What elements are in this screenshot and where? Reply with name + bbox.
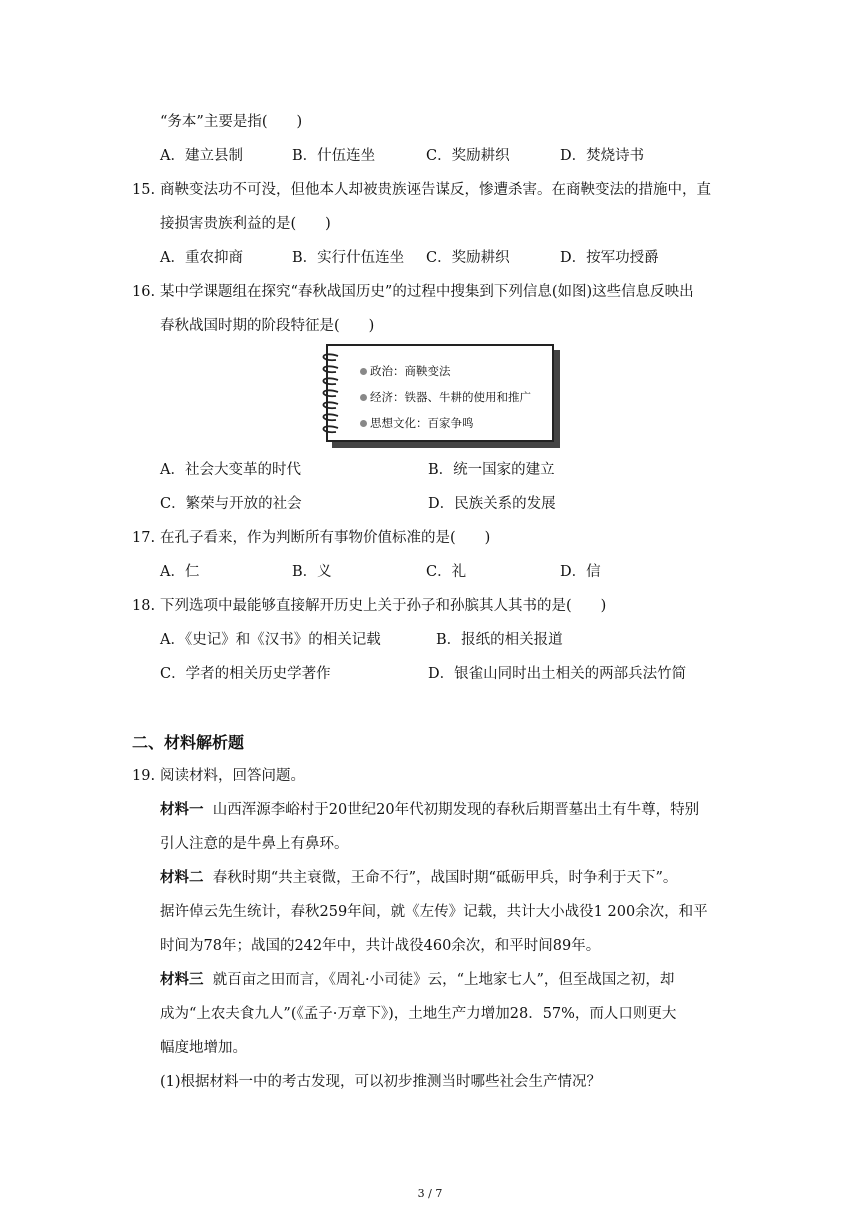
bullet-dot-icon xyxy=(360,394,367,401)
q17-number: 17. xyxy=(132,530,156,546)
section-title-material-analysis: 二、材料解析题 xyxy=(132,733,245,752)
q19-number: 19. xyxy=(132,768,156,784)
q16-option-b: B．统一国家的建立 xyxy=(428,462,555,478)
notebook-item-economy xyxy=(360,390,531,404)
q18-stem: 下列选项中最能够直接解开历史上关于孙子和孙膑其人其书的是( ) xyxy=(160,598,607,614)
q14-stem-cont: “务本”主要是指( ) xyxy=(160,114,303,130)
material-1-line1 xyxy=(160,800,699,820)
q15-number: 15. xyxy=(132,182,156,198)
q17-option-a: A．仁 xyxy=(160,564,200,580)
q17-option-b: B．义 xyxy=(292,564,332,580)
notebook-item-politics-text: 政治：商鞅变法 xyxy=(370,364,451,378)
q18-option-b: B．报纸的相关报道 xyxy=(436,632,563,648)
q15-option-c: C．奖励耕织 xyxy=(426,250,510,266)
material-3-line2: 成为“上农夫食九人”(《孟子·万章下》)，土地生产力增加28．57%，而人口则更大 xyxy=(160,1006,677,1022)
notebook-item-culture-text: 思想文化：百家争鸣 xyxy=(370,416,474,430)
q18-option-c: C．学者的相关历史学著作 xyxy=(160,666,331,682)
q15-stem-line2: 接损害贵族利益的是( ) xyxy=(160,216,331,232)
notebook-item-culture xyxy=(360,416,474,430)
notebook-item-economy-text: 经济：铁器、牛耕的使用和推广 xyxy=(370,390,531,404)
material-2-line1 xyxy=(160,868,677,888)
q19-instruction: 阅读材料，回答问题。 xyxy=(160,768,305,784)
q16-stem-line1: 某中学课题组在探究“春秋战国历史”的过程中搜集到下列信息(如图)这些信息反映出 xyxy=(160,284,694,300)
q16-number: 16. xyxy=(132,284,156,300)
q14-option-c: C．奖励耕织 xyxy=(426,148,510,164)
q15-option-a: A．重农抑商 xyxy=(160,250,243,266)
material-3-text1: 就百亩之田而言，《周礼·小司徒》云，“上地家七人”，但至战国之初，却 xyxy=(212,972,675,988)
q14-option-b: B．什伍连坐 xyxy=(292,148,376,164)
material-1-line2: 引人注意的是牛鼻上有鼻环。 xyxy=(160,836,349,852)
material-2-text1: 春秋时期“共主衰微，王命不行”，战国时期“砥砺甲兵，时争利于天下”。 xyxy=(212,870,678,886)
q16-option-c: C．繁荣与开放的社会 xyxy=(160,496,302,512)
material-3-label: 材料三 xyxy=(160,971,204,988)
q15-stem-line1: 商鞅变法功不可没，但他本人却被贵族诬告谋反，惨遭杀害。在商鞅变法的措施中，直 xyxy=(160,182,711,198)
q18-option-d: D．银雀山同时出土相关的两部兵法竹简 xyxy=(428,666,687,682)
q17-option-d: D．信 xyxy=(560,564,601,580)
q17-option-c: C．礼 xyxy=(426,564,467,580)
q16-stem-line2: 春秋战国时期的阶段特征是( ) xyxy=(160,318,375,334)
material-3-line1 xyxy=(160,970,674,990)
q14-option-a: A．建立县制 xyxy=(160,148,243,164)
q16-option-a: A．社会大变革的时代 xyxy=(160,462,301,478)
material-2-line2: 据许倬云先生统计，春秋259年间，就《左传》记载，共计大小战役1 200余次，和平 xyxy=(160,904,708,920)
q17-stem: 在孔子看来，作为判断所有事物价值标准的是( ) xyxy=(160,530,491,546)
q15-option-d: D．按军功授爵 xyxy=(560,250,659,266)
material-1-text1: 山西浑源李峪村于20世纪20年代初期发现的春秋后期晋墓出土有牛尊，特别 xyxy=(212,802,700,818)
bullet-dot-icon xyxy=(360,368,367,375)
bullet-dot-icon xyxy=(360,420,367,427)
q14-option-d: D．焚烧诗书 xyxy=(560,148,645,164)
material-3-line3: 幅度地增加。 xyxy=(160,1040,247,1056)
material-1-label: 材料一 xyxy=(160,801,204,818)
q16-option-d: D．民族关系的发展 xyxy=(428,496,556,512)
q18-number: 18. xyxy=(132,598,156,614)
q18-option-a: A．《史记》和《汉书》的相关记载 xyxy=(160,632,381,648)
q15-option-b: B．实行什伍连坐 xyxy=(292,250,405,266)
notebook-figure xyxy=(326,344,562,450)
spiral-binding-icon xyxy=(316,348,346,440)
material-2-label: 材料二 xyxy=(160,869,204,886)
material-2-line3: 时间为78年；战国的242年中，共计战役460余次，和平时间89年。 xyxy=(160,938,601,954)
q19-subquestion-1: (1)根据材料一中的考古发现，可以初步推测当时哪些社会生产情况？ xyxy=(160,1074,602,1090)
page-number: 3 / 7 xyxy=(417,1187,443,1200)
notebook-item-politics xyxy=(360,364,451,378)
notebook-paper xyxy=(326,344,554,442)
